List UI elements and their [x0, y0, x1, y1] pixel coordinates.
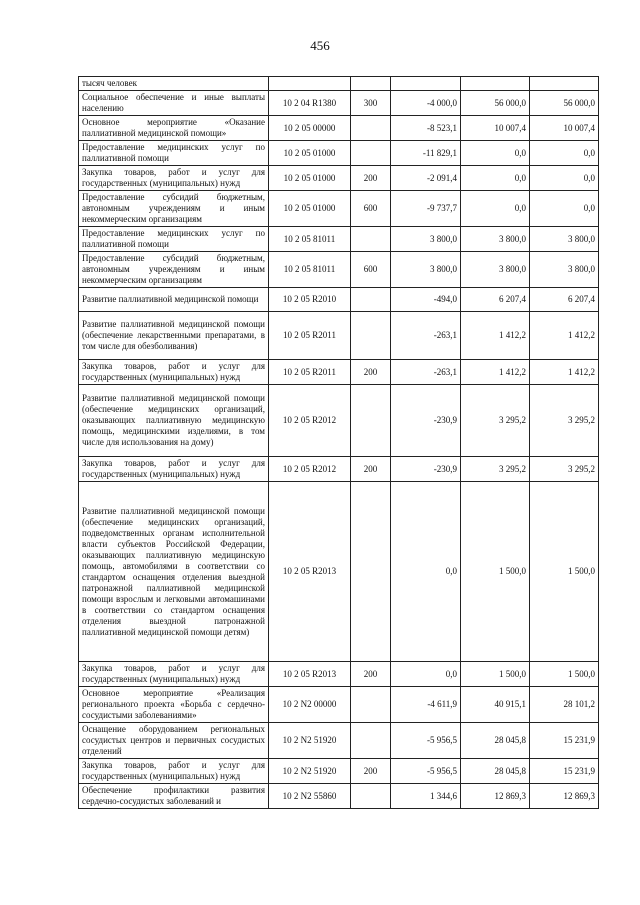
row-name: тысяч человек: [79, 77, 269, 91]
row-name: Предоставление субсидий бюджетным, автономным учреждениям и иным некоммерческим организациям: [79, 252, 269, 288]
row-code: 10 2 N2 00000: [269, 687, 351, 723]
row-value-2: 12 869,3: [461, 784, 530, 809]
row-code: 10 2 05 00000: [269, 116, 351, 141]
row-value-1: -2 091,4: [391, 166, 461, 191]
row-value-1: -263,1: [391, 312, 461, 360]
table-row: [79, 482, 599, 662]
row-name: Закупка товаров, работ и услуг для государственных (муниципальных) нужд: [79, 662, 269, 687]
row-value-3: 3 295,2: [530, 457, 599, 482]
row-kind: 600: [351, 252, 391, 288]
row-value-1: -494,0: [391, 288, 461, 312]
row-code: 10 2 05 81011: [269, 252, 351, 288]
row-value-1: 0,0: [391, 662, 461, 687]
table-body: [79, 77, 599, 809]
table-row: [79, 191, 599, 227]
table-row: [79, 723, 599, 759]
row-value-2: 3 800,0: [461, 227, 530, 252]
row-kind: [351, 77, 391, 91]
table-row: [79, 166, 599, 191]
row-value-2: 3 295,2: [461, 457, 530, 482]
row-value-3: 0,0: [530, 191, 599, 227]
row-code: 10 2 05 R2012: [269, 457, 351, 482]
row-value-3: 3 800,0: [530, 227, 599, 252]
row-name: Предоставление медицинских услуг по паллиативной помощи: [79, 227, 269, 252]
row-value-2: 1 412,2: [461, 312, 530, 360]
row-kind: [351, 312, 391, 360]
row-kind: [351, 141, 391, 166]
row-code: 10 2 N2 51920: [269, 759, 351, 784]
row-code: 10 2 05 R2011: [269, 360, 351, 385]
row-name: Предоставление субсидий бюджетным, автономным учреждениям и иным некоммерческим организациям: [79, 191, 269, 227]
table-row: [79, 784, 599, 809]
row-name: Социальное обеспечение и иные выплаты населению: [79, 91, 269, 116]
row-name: Закупка товаров, работ и услуг для государственных (муниципальных) нужд: [79, 759, 269, 784]
row-value-3: 15 231,9: [530, 723, 599, 759]
row-kind: [351, 385, 391, 457]
row-kind: 200: [351, 662, 391, 687]
row-kind: [351, 288, 391, 312]
row-name: Развитие паллиативной медицинской помощи: [79, 288, 269, 312]
row-name: Основное мероприятие «Оказание паллиативной медицинской помощи»: [79, 116, 269, 141]
row-value-1: -9 737,7: [391, 191, 461, 227]
row-value-3: 3 800,0: [530, 252, 599, 288]
table-row: [79, 312, 599, 360]
row-value-3: 0,0: [530, 166, 599, 191]
row-value-1: -8 523,1: [391, 116, 461, 141]
table-row: [79, 457, 599, 482]
row-value-3: [530, 77, 599, 91]
row-value-2: 1 412,2: [461, 360, 530, 385]
row-value-1: [391, 77, 461, 91]
row-value-1: -11 829,1: [391, 141, 461, 166]
row-value-1: 1 344,6: [391, 784, 461, 809]
row-code: 10 2 05 R2012: [269, 385, 351, 457]
table-row: [79, 759, 599, 784]
row-name: Развитие паллиативной медицинской помощи (обеспечение медицинских организаций, подведомственных органам исполнительной власти субъектов Российской Федерации, оказывающих паллиативную медицинскую помощь, автомобилями в соответствии со стандартом оснащения отделения выездной патронажной паллиативной медицинской помощи взрослым и легковыми автомашинами в соответствии со стандартом оснащения отделения выездной патронажной паллиативной медицинской помощи детям): [79, 482, 269, 662]
row-value-2: 28 045,8: [461, 723, 530, 759]
row-kind: 200: [351, 166, 391, 191]
table-row: [79, 91, 599, 116]
row-value-1: -263,1: [391, 360, 461, 385]
table-row: [79, 360, 599, 385]
row-kind: 200: [351, 759, 391, 784]
row-value-2: [461, 77, 530, 91]
row-kind: 300: [351, 91, 391, 116]
row-value-1: -230,9: [391, 457, 461, 482]
row-value-1: 0,0: [391, 482, 461, 662]
table-row: [79, 116, 599, 141]
row-code: 10 2 05 81011: [269, 227, 351, 252]
table-row: [79, 385, 599, 457]
row-value-2: 1 500,0: [461, 482, 530, 662]
row-value-2: 3 295,2: [461, 385, 530, 457]
row-value-3: 12 869,3: [530, 784, 599, 809]
table-row: [79, 662, 599, 687]
table-row: [79, 252, 599, 288]
row-kind: [351, 723, 391, 759]
row-value-1: -230,9: [391, 385, 461, 457]
row-kind: [351, 687, 391, 723]
row-code: 10 2 05 R2013: [269, 662, 351, 687]
row-value-2: 6 207,4: [461, 288, 530, 312]
row-code: 10 2 N2 51920: [269, 723, 351, 759]
row-name: Закупка товаров, работ и услуг для государственных (муниципальных) нужд: [79, 166, 269, 191]
row-name: Развитие паллиативной медицинской помощи (обеспечение медицинских организаций, оказывающих паллиативную медицинскую помощь, медицинскими изделиями, в том числе для использования на дому): [79, 385, 269, 457]
row-code: [269, 77, 351, 91]
table-row: [79, 141, 599, 166]
table-row: [79, 687, 599, 723]
row-value-1: 3 800,0: [391, 227, 461, 252]
row-value-3: 0,0: [530, 141, 599, 166]
row-value-3: 1 412,2: [530, 312, 599, 360]
row-kind: [351, 227, 391, 252]
row-code: 10 2 05 R2010: [269, 288, 351, 312]
row-kind: [351, 784, 391, 809]
row-code: 10 2 05 R2011: [269, 312, 351, 360]
row-kind: 200: [351, 360, 391, 385]
row-name: Развитие паллиативной медицинской помощи (обеспечение лекарственными препаратами, в том числе для обезболивания): [79, 312, 269, 360]
row-kind: [351, 482, 391, 662]
row-name: Основное мероприятие «Реализация регионального проекта «Борьба с сердечно-сосудистыми заболеваниями»: [79, 687, 269, 723]
row-name: Оснащение оборудованием региональных сосудистых центров и первичных сосудистых отделений: [79, 723, 269, 759]
table-row: [79, 77, 599, 91]
row-value-2: 28 045,8: [461, 759, 530, 784]
row-value-2: 3 800,0: [461, 252, 530, 288]
row-value-2: 1 500,0: [461, 662, 530, 687]
row-value-3: 1 500,0: [530, 482, 599, 662]
row-value-2: 0,0: [461, 141, 530, 166]
row-name: Обеспечение профилактики развития сердечно-сосудистых заболеваний и: [79, 784, 269, 809]
row-code: 10 2 N2 55860: [269, 784, 351, 809]
row-value-3: 3 295,2: [530, 385, 599, 457]
row-value-1: -4 611,9: [391, 687, 461, 723]
row-name: Предоставление медицинских услуг по паллиативной помощи: [79, 141, 269, 166]
row-value-1: -5 956,5: [391, 759, 461, 784]
row-value-2: 10 007,4: [461, 116, 530, 141]
row-kind: [351, 116, 391, 141]
row-code: 10 2 05 01000: [269, 191, 351, 227]
page-number: 456: [310, 38, 330, 53]
row-code: 10 2 05 01000: [269, 166, 351, 191]
row-kind: 600: [351, 191, 391, 227]
row-value-3: 1 500,0: [530, 662, 599, 687]
row-value-2: 0,0: [461, 166, 530, 191]
row-code: 10 2 04 R1380: [269, 91, 351, 116]
row-value-3: 15 231,9: [530, 759, 599, 784]
row-value-3: 10 007,4: [530, 116, 599, 141]
row-value-3: 28 101,2: [530, 687, 599, 723]
row-value-1: -5 956,5: [391, 723, 461, 759]
row-value-1: 3 800,0: [391, 252, 461, 288]
row-value-2: 40 915,1: [461, 687, 530, 723]
row-value-3: 1 412,2: [530, 360, 599, 385]
table-row: [79, 227, 599, 252]
row-value-2: 0,0: [461, 191, 530, 227]
budget-table: [78, 76, 599, 809]
row-value-2: 56 000,0: [461, 91, 530, 116]
row-value-3: 56 000,0: [530, 91, 599, 116]
row-value-1: -4 000,0: [391, 91, 461, 116]
row-kind: 200: [351, 457, 391, 482]
row-code: 10 2 05 R2013: [269, 482, 351, 662]
row-value-3: 6 207,4: [530, 288, 599, 312]
row-name: Закупка товаров, работ и услуг для государственных (муниципальных) нужд: [79, 457, 269, 482]
row-name: Закупка товаров, работ и услуг для государственных (муниципальных) нужд: [79, 360, 269, 385]
table-row: [79, 288, 599, 312]
row-code: 10 2 05 01000: [269, 141, 351, 166]
